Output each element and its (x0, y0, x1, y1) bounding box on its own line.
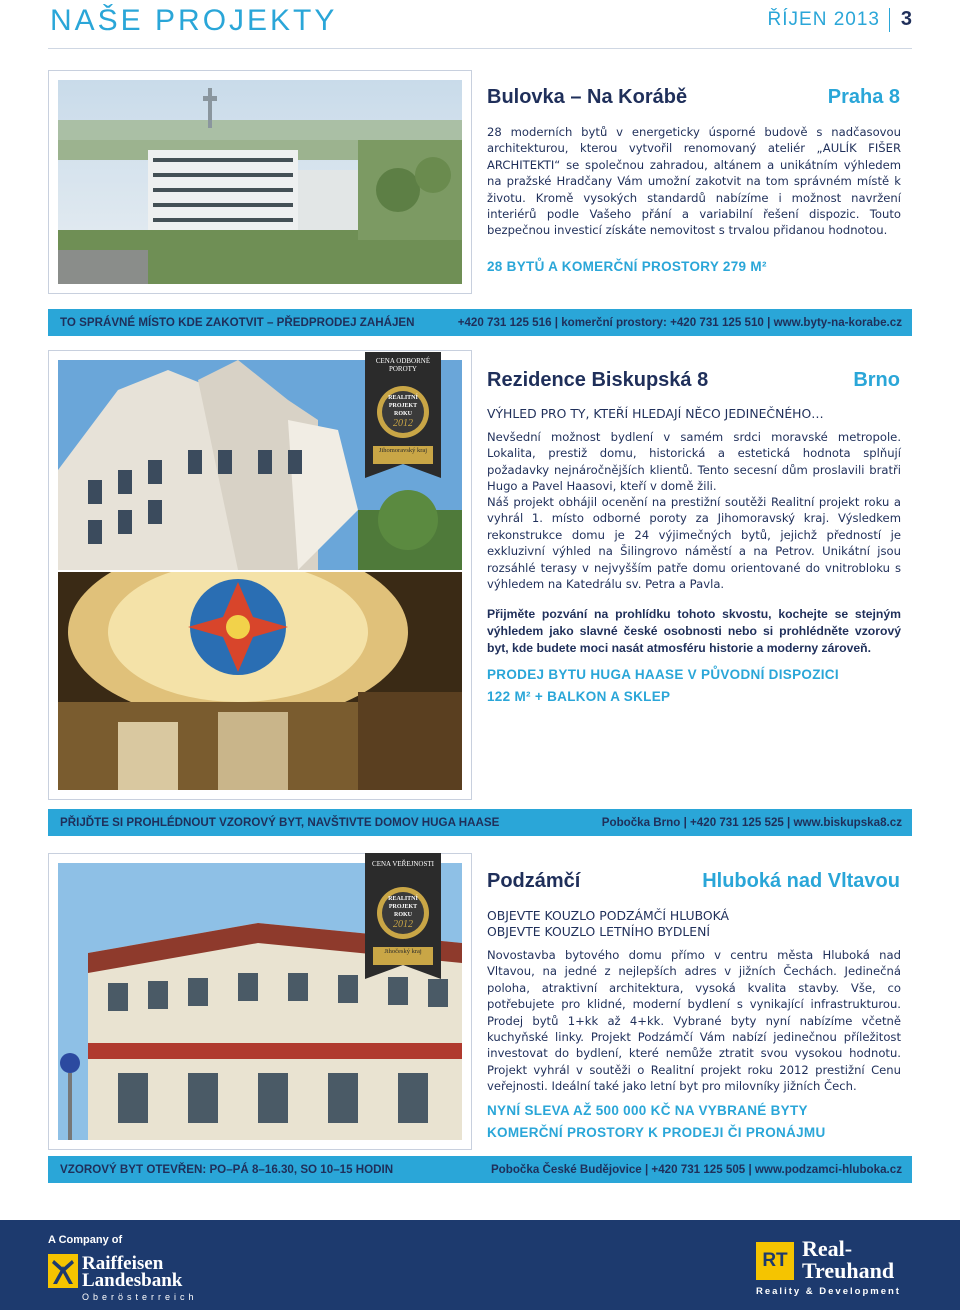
rt-name-line1: Real- (802, 1236, 853, 1261)
project1-description: 28 moderních bytů v energeticky úsporné budově s nadčasovou architekturou, kterou vytvořil renomovaný ateliér „AULÍK FIŠER ARCHITEKTI“ se společnou zahradou, altánem a unikátním výhledem na pražské Hradčany Vám umožní zakotvit na tom správném místě k životu. Kromě vysokých standardů nabízíme i možnost navržení interiérů podle Vašeho přání a variabilní řešení dispozic. Touto bezpečnou investicí získáte nemovitost s trvalou přidanou hodnotou. (487, 125, 901, 238)
company-of-label: A Company of (48, 1234, 123, 1246)
project2-highlight-2: 122 M² + BALKON A SKLEP (487, 689, 671, 704)
project1-bar-left: TO SPRÁVNÉ MÍSTO KDE ZAKOTVIT – PŘEDPRODEJ ZAHÁJEN (60, 316, 415, 329)
page-title: NAŠE PROJEKTY (50, 4, 338, 37)
issue-date: ŘÍJEN 2013 (767, 9, 880, 30)
project3-title: Podzámčí (487, 870, 581, 892)
project2-bar-left: PŘIJĎTE SI PROHLÉDNOUT VZOROVÝ BYT, NAVŠTIVTE DOMOV HUGA HAASE (60, 816, 500, 829)
project2-subtitle: VÝHLED PRO TY, KTEŘÍ HLEDAJÍ NĚCO JEDINEČNÉHO… (487, 406, 824, 421)
project2-bar-right: Pobočka Brno | +420 731 125 525 | www.biskupska8.cz (601, 816, 902, 829)
project2-city: Brno (853, 369, 900, 391)
project3-bar-left: VZOROVÝ BYT OTEVŘEN: PO–PÁ 8–16.30, SO 10–15 HODIN (60, 1163, 394, 1176)
raiffeisen-gable-icon (48, 1254, 78, 1288)
project3-city: Hluboká nad Vltavou (702, 870, 900, 892)
project3-subtitle-1: OBJEVTE KOUZLO PODZÁMČÍ HLUBOKÁ (487, 908, 729, 923)
seal-top-text: CENA VEŘEJNOSTI (372, 860, 434, 868)
project2-invitation: Přijměte pozvání na prohlídku tohoto skvostu, kochejte se stejným výhledem jako slavné české osobnosti nebo si prohlédněte vzorový byt, kde budete moci nasát atmosféru historie a moderny zároveň. (487, 607, 901, 655)
page-number: 3 (900, 8, 912, 30)
rt-subtitle: Reality & Development (756, 1286, 901, 1297)
project3-highlight-1: NYNÍ SLEVA AŽ 500 000 KČ NA VYBRANÉ BYTY (487, 1103, 808, 1118)
seal-top-text: CENA ODBORNÉ POROTY (375, 357, 431, 373)
project3-bar-right: Pobočka České Budějovice | +420 731 125 505 | www.podzamci-hluboka.cz (490, 1163, 902, 1176)
project1-bar-right: +420 731 125 516 | komerční prostory: +420 731 125 510 | www.byty-na-korabe.cz (457, 316, 902, 329)
project3-description: Novostavba bytového domu přímo v centru města Hluboká nad Vltavou, na jedné z nejlepších adres v jižních Čechách. Jedinečná poloha, atraktivní architektura, vysoká kvalita stavby. Vše, co potřebujete pro klidné, moderní bydlení s vynikající infrastrukturou. Prodej bytů 1+kk až 4+kk. Vybrané byty nyní nabízíme včetně kuchyňské linky. Projekt Podzámčí Vám nabízí jedinečnou příležitost investovat do bydlení, které nemůže ztratit svou vysokou hodnotu. Projekt vyhrál v soutěži o Realitní projekt roku 2012 prestižní Cenu veřejnosti. Ideální také jako letní byt pro milovníky jižních Čech. (487, 948, 901, 1094)
raiffeisen-logo (48, 1252, 238, 1304)
project1-title: Bulovka – Na Korábě (487, 86, 688, 108)
real-treuhand-logo (756, 1238, 916, 1298)
project2-photo-ceiling (58, 572, 462, 790)
header-separator (889, 8, 890, 32)
project1-city: Praha 8 (827, 86, 900, 108)
page-footer (0, 1220, 960, 1310)
seal-region-text: Jihočeský kraj (384, 948, 422, 955)
project2-description-2: Náš projekt obhájil ocenění na prestižní soutěži Realitní projekt roku a vyhrál 1. místo odborné poroty za Jihomoravský kraj. Výsledkem rekonstrukce domu je 24 výjimečných bytů, jejichž předností je exkluzivní výhled na Šilingrovo náměstí a na Petrov. Unikátní jsou rozsáhlé terasy v nejvyšším patře domu orientované do vnitrobloku s výhledem na Katedrálu sv. Petra a Pavla. (487, 495, 901, 592)
seal-mid-text: REALITNÍ PROJEKT ROKU (388, 395, 418, 417)
award-seal-jihocesky (363, 853, 443, 979)
raiffeisen-name-line2: Landesbank (82, 1270, 183, 1291)
rt-mark: RT (756, 1242, 794, 1280)
project1-contact-bar (48, 309, 912, 336)
seal-year-text: 2012 (393, 418, 413, 429)
raiffeisen-subtitle: Oberösterreich (82, 1292, 198, 1302)
page-header (0, 0, 960, 44)
seal-mid-text: REALITNÍ PROJEKT ROKU (388, 896, 418, 918)
award-seal-jihomoravsky (363, 352, 443, 478)
project2-description-1: Nevšední možnost bydlení v samém srdci moravské metropole. Lokalita, prestiž domu, historická a estetická hodnota splňují požadavky nejnáročnějších klientů. Tento secesní dům proslavili bratři Hugo a Pavel Haasovi, kteří v domě žili. (487, 430, 901, 494)
bulovka-rendering (58, 80, 462, 284)
project2-title: Rezidence Biskupská 8 (487, 369, 709, 391)
project1-highlight: 28 BYTŮ A KOMERČNÍ PROSTORY 279 M² (487, 259, 767, 274)
project2-contact-bar (48, 809, 912, 836)
project3-highlight-2: KOMERČNÍ PROSTORY K PRODEJI ČI PRONÁJMU (487, 1125, 826, 1140)
rt-name-line2: Treuhand (802, 1258, 895, 1283)
seal-year-text: 2012 (393, 919, 413, 930)
project2-highlight-1: PRODEJ BYTU HUGA HAASE V PŮVODNÍ DISPOZICI (487, 667, 839, 682)
raiffeisen-name-line1: Raiffeisen (82, 1253, 164, 1274)
seal-region-text: Jihomoravský kraj (378, 447, 428, 454)
header-rule (48, 48, 912, 49)
project3-contact-bar (48, 1156, 912, 1183)
project1-photo (58, 80, 462, 284)
stained-glass-ceiling (58, 572, 462, 790)
project3-subtitle-2: OBJEVTE KOUZLO LETNÍHO BYDLENÍ (487, 924, 711, 939)
